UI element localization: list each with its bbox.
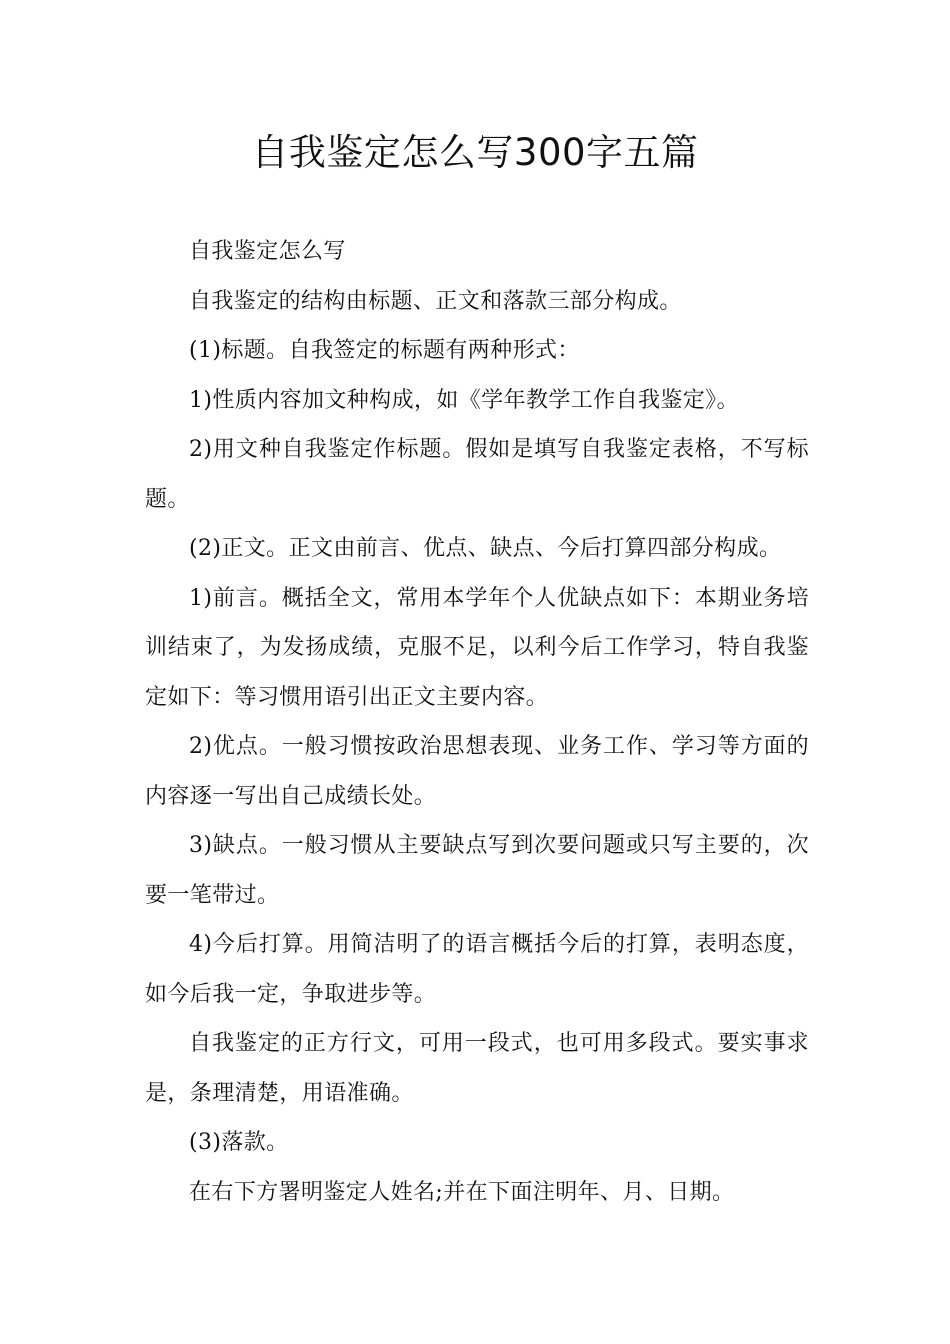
paragraph-plans: 4)今后打算。用简洁明了的语言概括今后的打算，表明态度，如今后我一定，争取进步等。 (145, 932, 809, 1007)
paragraph-title-form-2: 2)用文种自我鉴定作标题。假如是填写自我鉴定表格，不写标题。 (145, 437, 809, 512)
paragraph-strengths: 2)优点。一般习惯按政治思想表现、业务工作、学习等方面的内容逐一写出自己成绩长处。 (145, 734, 809, 809)
paragraph-signature-section: (3)落款。 (189, 1130, 289, 1155)
document-title: 自我鉴定怎么写300字五篇 (251, 131, 699, 174)
paragraph-weaknesses: 3)缺点。一般习惯从主要缺点写到次要问题或只写主要的，次要一笔带过。 (145, 833, 809, 908)
paragraph-body-section: (2)正文。正文由前言、优点、缺点、今后打算四部分构成。 (189, 536, 782, 561)
paragraph-title-section: (1)标题。自我签定的标题有两种形式： (189, 338, 580, 363)
paragraph-preface: 1)前言。概括全文，常用本学年个人优缺点如下：本期业务培训结束了，为发扬成绩，克服不足，以利今后工作学习，特自我鉴定如下：等习惯用语引出正文主要内容。 (145, 585, 809, 710)
paragraph-title-form-1: 1)性质内容加文种构成，如《学年教学工作自我鉴定》。 (189, 387, 739, 413)
paragraph-signature-instructions: 在右下方署明鉴定人姓名;并在下面注明年、月、日期。 (189, 1179, 735, 1205)
paragraph-structure: 自我鉴定的结构由标题、正文和落款三部分构成。 (189, 288, 682, 314)
paragraph-writing-style: 自我鉴定的正方行文，可用一段式，也可用多段式。要实事求是，条理清楚，用语准确。 (145, 1031, 809, 1106)
paragraph-heading: 自我鉴定怎么写 (189, 239, 346, 264)
document-body (145, 227, 809, 1217)
